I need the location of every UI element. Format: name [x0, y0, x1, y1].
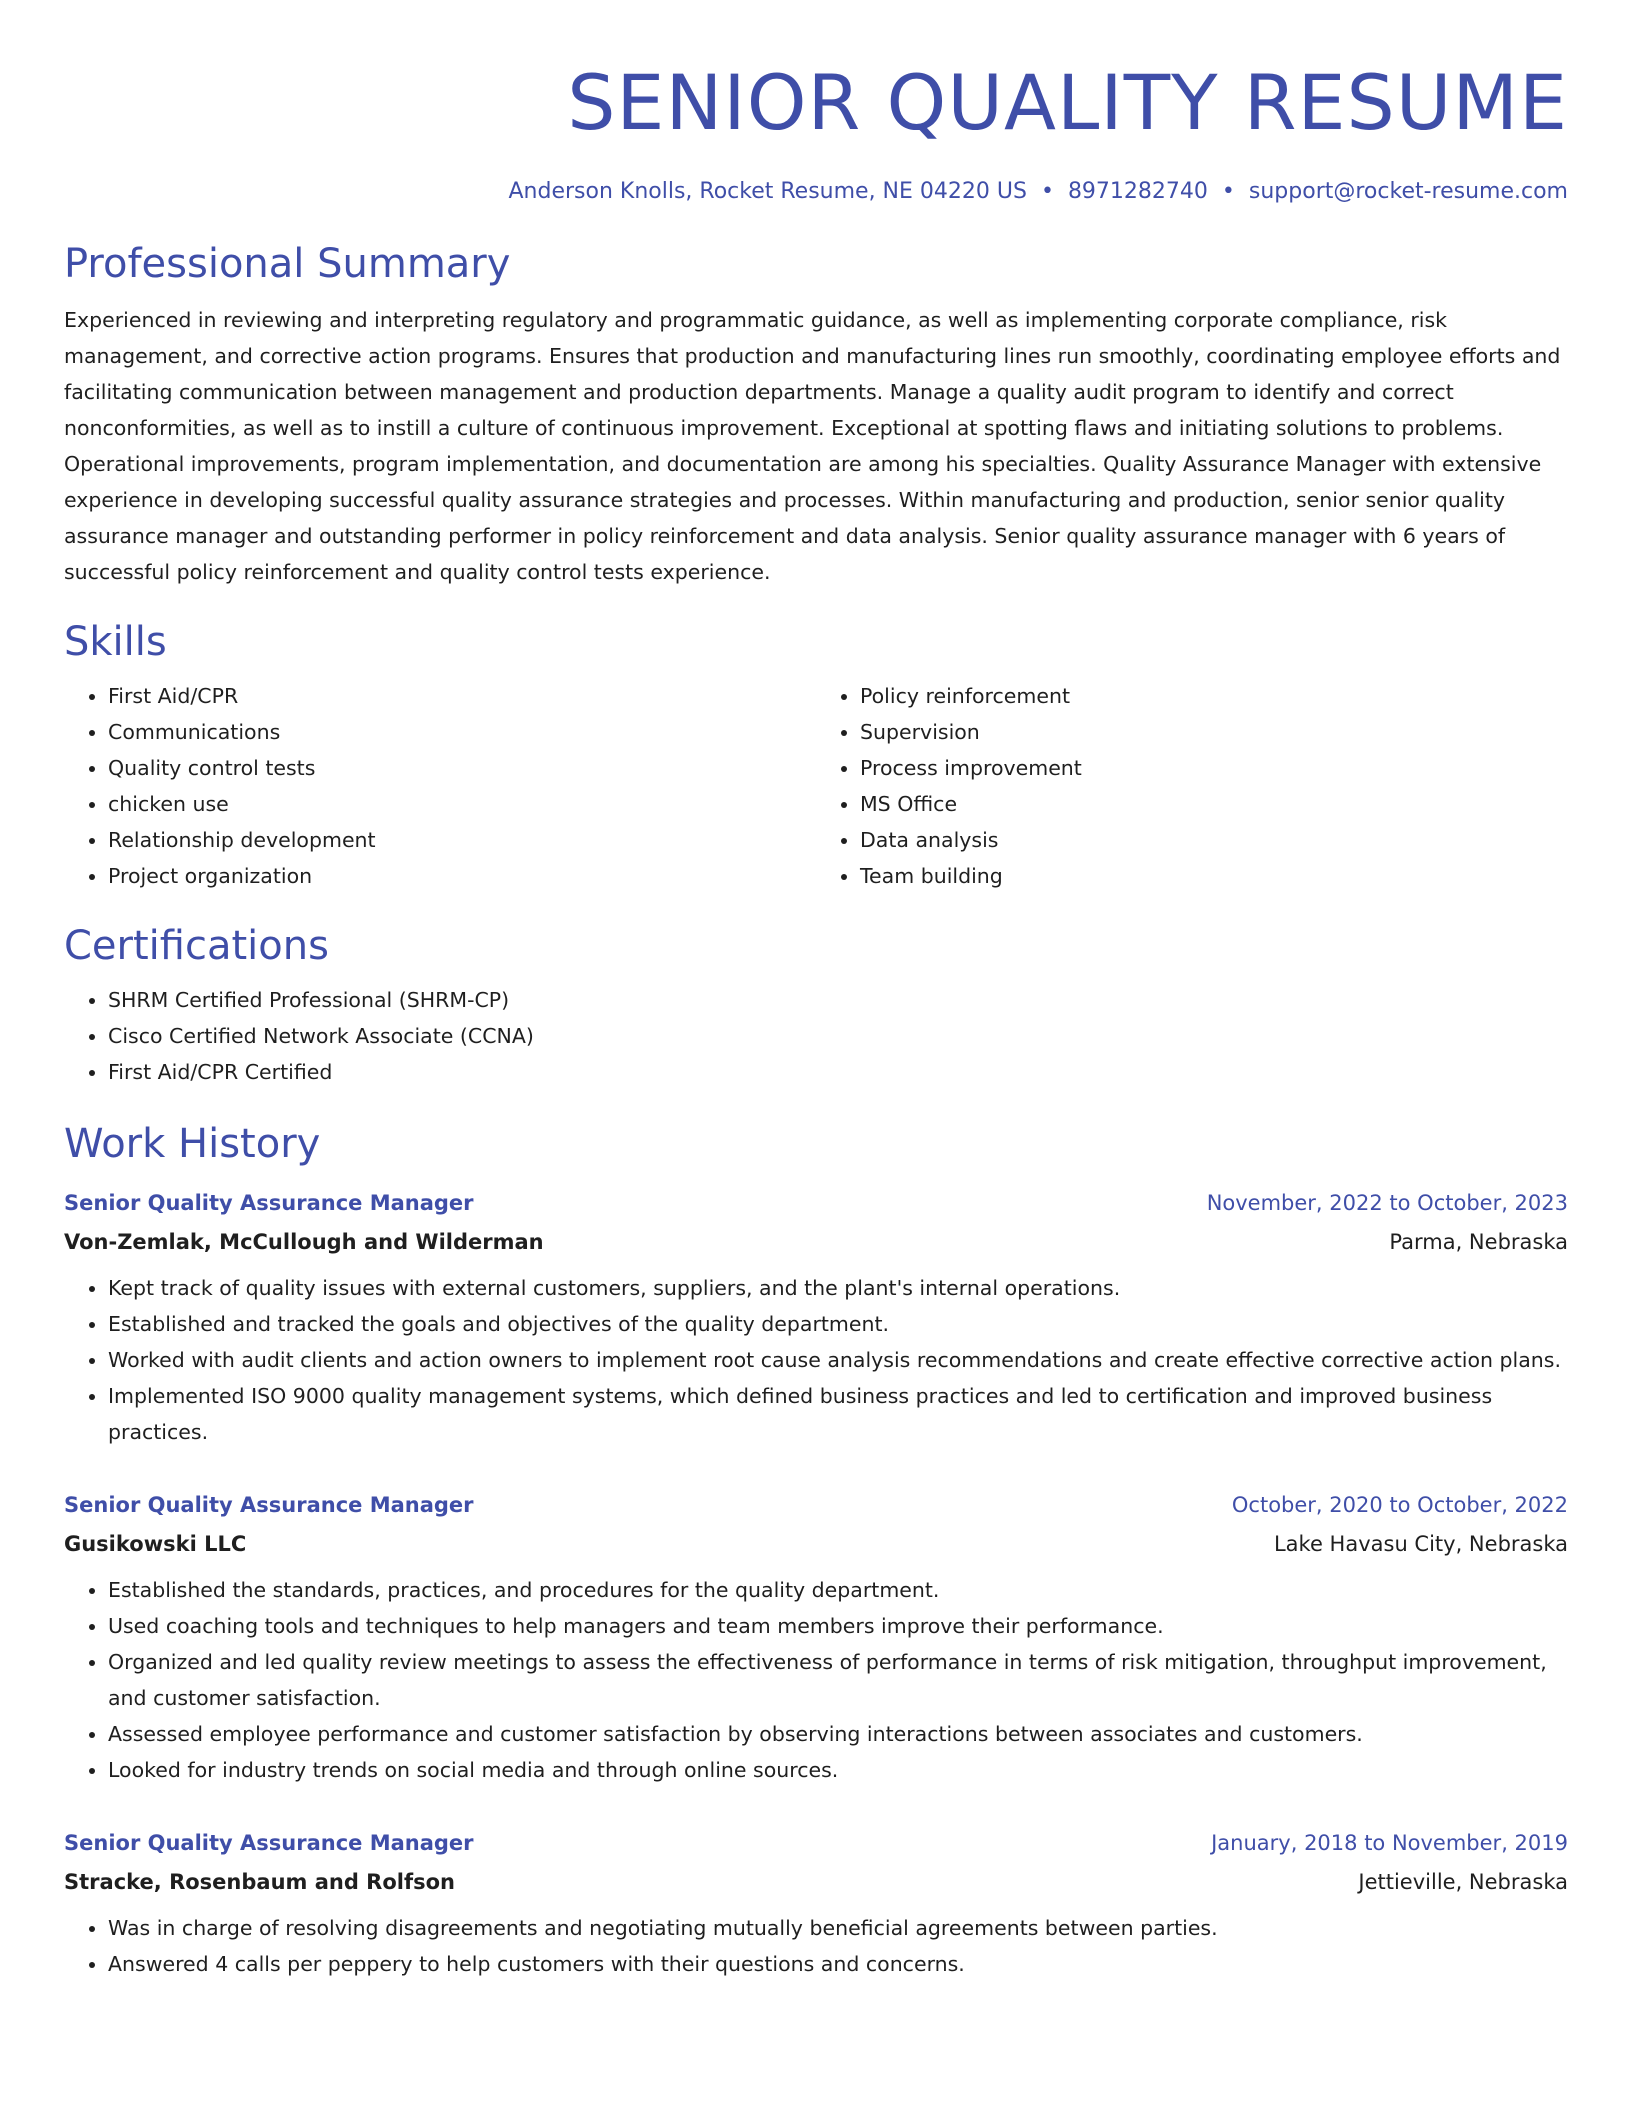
job-company-row	[64, 1862, 1568, 1902]
skills-list-left	[64, 678, 816, 894]
job-title: Senior Quality Assurance Manager	[64, 1831, 474, 1855]
skill-item: • Policy reinforcement	[860, 678, 1568, 714]
skills-grid	[64, 678, 1568, 894]
job-title: Senior Quality Assurance Manager	[64, 1493, 474, 1517]
job-title-row	[64, 1184, 1568, 1222]
certification-item: • Cisco Certified Network Associate (CCNA)	[108, 1018, 1568, 1054]
contact-line	[64, 176, 1568, 208]
skill-item: • First Aid/CPR	[108, 678, 816, 714]
contact-address: Anderson Knolls, Rocket Resume, NE 04220 US	[508, 179, 1027, 204]
job-duties-list	[64, 1572, 1568, 1788]
contact-phone: 8971282740	[1067, 179, 1208, 204]
job-entry	[64, 1184, 1568, 1450]
skills-list-right	[816, 678, 1568, 894]
work-history-heading: Work History	[64, 1121, 321, 1167]
skills-heading: Skills	[64, 619, 167, 665]
job-duty-item: • Used coaching tools and techniques to help managers and team members improve their performance.	[108, 1608, 1568, 1644]
job-duties-list	[64, 1910, 1568, 1982]
job-company: Stracke, Rosenbaum and Rolfson	[64, 1870, 455, 1894]
job-duty-item: • Organized and led quality review meetings to assess the effectiveness of performance in terms of risk mitigation, throughput improvement, and customer satisfaction.	[108, 1644, 1568, 1716]
skill-item: • Data analysis	[860, 822, 1568, 858]
job-title-row	[64, 1824, 1568, 1862]
skill-item: • Supervision	[860, 714, 1568, 750]
job-duty-item: • Implemented ISO 9000 quality management systems, which defined business practices and led to certification and improved business practices.	[108, 1378, 1568, 1450]
job-company-row	[64, 1524, 1568, 1564]
certifications-heading: Certifications	[64, 923, 329, 969]
job-entry	[64, 1824, 1568, 1982]
job-location: Lake Havasu City, Nebraska	[1273, 1532, 1568, 1556]
contact-separator: •	[1040, 179, 1054, 204]
skill-item: • Team building	[860, 858, 1568, 894]
skill-item: • Relationship development	[108, 822, 816, 858]
job-duty-item: • Answered 4 calls per peppery to help customers with their questions and concerns.	[108, 1946, 1568, 1982]
certification-item: • First Aid/CPR Certified	[108, 1054, 1568, 1090]
summary-text: Experienced in reviewing and interpreting regulatory and programmatic guidance, as well as implementing corporate compliance, risk management, and corrective action programs. Ensures that production and manufacturing lines run smoothly, coordinating employee efforts and facilitating communication between management and production departments. Manage a quality audit program to identify and correct nonconformities, as well as to instill a culture of continuous improvement. Exceptional at spotting flaws and initiating solutions to problems. Operational improvements, program implementation, and documentation are among his specialties. Quality Assurance Manager with extensive experience in developing successful quality assurance strategies and processes. Within manufacturing and production, senior senior quality assurance manager and outstanding performer in policy reinforcement and data analysis. Senior quality assurance manager with 6 years of successful policy reinforcement and quality control tests experience.	[64, 308, 1561, 584]
contact-email: support@rocket-resume.com	[1248, 179, 1568, 204]
job-duty-item: • Assessed employee performance and customer satisfaction by observing interactions between associates and customers.	[108, 1716, 1568, 1752]
certifications-list	[64, 982, 1568, 1090]
skill-item: • Communications	[108, 714, 816, 750]
resume-page	[64, 0, 1568, 1982]
job-company: Gusikowski LLC	[64, 1532, 247, 1556]
job-entry	[64, 1486, 1568, 1788]
summary-heading: Professional Summary	[64, 241, 511, 287]
skill-item: • MS Office	[860, 786, 1568, 822]
job-location: Jettieville, Nebraska	[1358, 1870, 1568, 1894]
job-duty-item: • Looked for industry trends on social media and through online sources.	[108, 1752, 1568, 1788]
skill-item: • Project organization	[108, 858, 816, 894]
job-duty-item: • Worked with audit clients and action owners to implement root cause analysis recommendations and create effective corrective action plans.	[108, 1342, 1568, 1378]
certification-item: • SHRM Certified Professional (SHRM-CP)	[108, 982, 1568, 1018]
skill-item: • Quality control tests	[108, 750, 816, 786]
skill-item: • chicken use	[108, 786, 816, 822]
job-company: Von-Zemlak, McCullough and Wilderman	[64, 1230, 544, 1254]
job-location: Parma, Nebraska	[1389, 1230, 1568, 1254]
skill-item: • Process improvement	[860, 750, 1568, 786]
job-title-row	[64, 1486, 1568, 1524]
job-dates: January, 2018 to November, 2019	[1211, 1831, 1568, 1855]
job-duties-list	[64, 1270, 1568, 1450]
resume-title: SENIOR QUALITY RESUME	[567, 58, 1568, 147]
job-duty-item: • Established the standards, practices, and procedures for the quality department.	[108, 1572, 1568, 1608]
job-duty-item: • Kept track of quality issues with external customers, suppliers, and the plant's internal operations.	[108, 1270, 1568, 1306]
job-duty-item: • Established and tracked the goals and objectives of the quality department.	[108, 1306, 1568, 1342]
contact-separator: •	[1221, 179, 1235, 204]
job-title: Senior Quality Assurance Manager	[64, 1191, 474, 1215]
job-company-row	[64, 1222, 1568, 1262]
job-dates: October, 2020 to October, 2022	[1231, 1493, 1568, 1517]
job-dates: November, 2022 to October, 2023	[1206, 1191, 1568, 1215]
job-duty-item: • Was in charge of resolving disagreements and negotiating mutually beneficial agreements between parties.	[108, 1910, 1568, 1946]
